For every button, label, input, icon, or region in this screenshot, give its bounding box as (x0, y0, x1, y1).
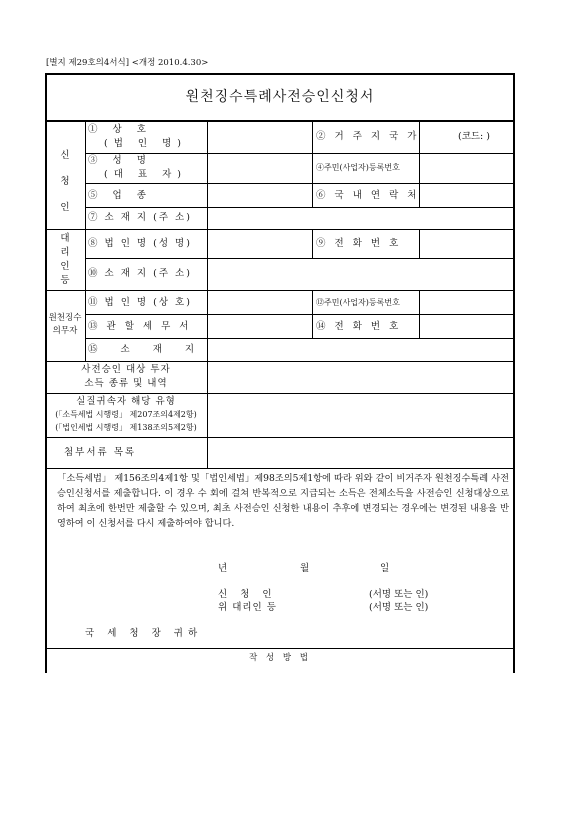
income-type-label: 소득 종류 및 내역 (84, 378, 168, 389)
tax-office-label: ⑬ 관 할 세 무 서 (88, 321, 192, 332)
row-divider (45, 393, 515, 394)
withholder-group-label: 원천징수 의무자 (48, 313, 82, 336)
residence-country-label: ② 거 주 지 국 가 (316, 131, 420, 142)
row-divider (45, 468, 515, 469)
beneficial-owner-type-label: 실질귀속자 해당 유형 (76, 396, 176, 407)
row-divider (85, 207, 515, 208)
mid-column-divider (312, 290, 313, 338)
section-divider (45, 361, 515, 362)
registration-number-label: ④주민(사업자)등록번호 (316, 163, 400, 172)
addressee: 국 세 청 장 귀하 (85, 628, 203, 639)
corporate-name-sublabel: (법 인 명) (104, 138, 187, 149)
representative-name-label: ③ 성 명 (88, 155, 152, 166)
country-code-label: (코드: ) (458, 131, 490, 142)
form-title: 원천징수특례사전승인신청서 (185, 89, 375, 105)
applicant-group-label: 신 청 인 (60, 150, 70, 213)
agent-group-label: 대 리 인 등 (60, 233, 70, 286)
row-divider (85, 183, 515, 184)
withholder-phone-label: ⑭ 전 화 번 호 (316, 321, 402, 332)
instructions-title: 작 성 방 법 (249, 653, 311, 663)
applicant-signature-label: 신 청 인 (218, 589, 277, 600)
agent-phone-label: ⑨ 전 화 번 호 (316, 238, 402, 249)
date-day-label: 일 (380, 563, 390, 574)
withholder-registration-label: ⑫주민(사업자)등록번호 (316, 298, 400, 307)
trade-name-label: ① 상 호 (88, 124, 152, 135)
section-divider (45, 229, 515, 230)
agent-signature-label: 위 대리인 등 (218, 602, 277, 613)
attachments-label: 첨부서류 목록 (64, 447, 137, 458)
agent-address-label: ⑩ 소 재 지 (주 소) (88, 268, 192, 279)
group-column-divider (85, 120, 86, 361)
agent-sign-or-seal: (서명 또는 인) (369, 602, 429, 613)
title-divider (45, 120, 515, 122)
row-divider (85, 338, 515, 339)
corporate-tax-decree-ref: (「법인세법 시행령」 제138조의5제2항) (55, 423, 197, 432)
declaration-statement: 「소득세법」 제156조의4제1항 및「법인세법」제98조의5제1항에 따라 위와 같이 비거주자 원천징수특례 사전승인신청서를 제출합니다. 이 경우 수 회에 걸쳐 반복적으로 지급되는 소득은 전체소득을 사전승인 신청대상으로 하여 최초에 한번만 제출할 수 있으며, 최초 사전승인 신청한 내용이 추후에 변경되는 경우에는 변경된 내용을 반영하여 이 신청서를 다시 제출하여야 합니다. (57, 473, 509, 529)
row-divider (85, 314, 515, 315)
representative-sublabel: (대 표 자) (104, 169, 187, 180)
mid-column-divider (312, 120, 313, 207)
withholder-address-label: ⑮ 소 재 지 (88, 344, 205, 355)
row-divider (85, 153, 515, 154)
row-divider (45, 437, 515, 438)
agent-name-label: ⑧ 법 인 명 (성 명) (88, 238, 192, 249)
domestic-contact-label: ⑥ 국 내 연 락 처 (316, 190, 420, 201)
mid-column-divider (312, 229, 313, 258)
income-tax-decree-ref: (「소득세법 시행령」 제207조의4제2항) (55, 410, 197, 419)
form-number-note: [별지 제29호의4서식] <개정 2010.4.30> (46, 58, 209, 68)
footer-divider (45, 648, 515, 649)
applicant-sign-or-seal: (서명 또는 인) (369, 589, 429, 600)
approval-target-label: 사전승인 대상 투자 (81, 364, 171, 375)
mid-label-divider (419, 229, 420, 258)
date-month-label: 월 (300, 563, 310, 574)
label-column-divider (207, 120, 208, 468)
section-divider (45, 290, 515, 291)
date-year-label: 년 (218, 563, 228, 574)
business-type-label: ⑤ 업 종 (88, 190, 152, 201)
applicant-address-label: ⑦ 소 재 지 (주 소) (88, 212, 192, 223)
row-divider (85, 258, 515, 259)
mid-label-divider (419, 290, 420, 338)
withholder-name-label: ⑪ 법 인 명 (상 호) (88, 297, 192, 308)
